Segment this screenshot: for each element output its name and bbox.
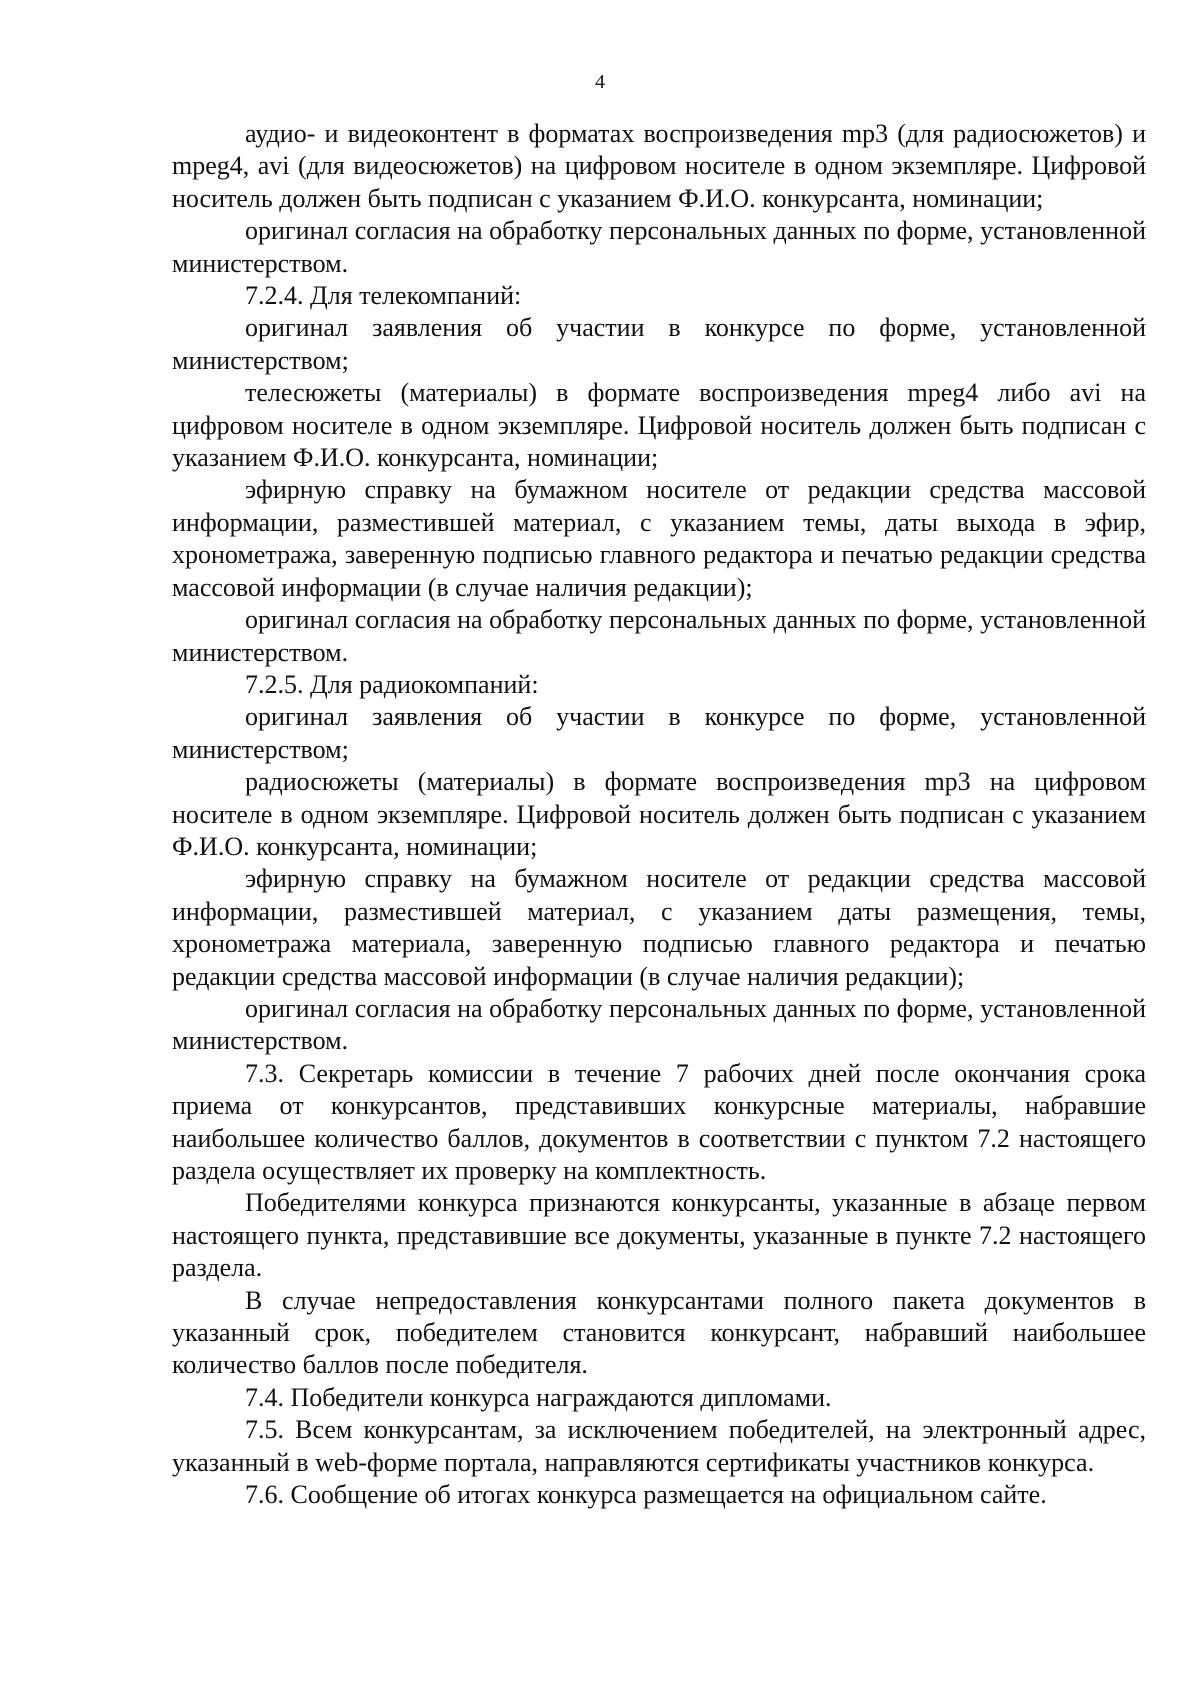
- paragraph-7-2-5-heading: 7.2.5. Для радиокомпаний:: [245, 669, 539, 699]
- paragraph-tv-stories: телесюжеты (материалы) в формате воспроизведения mpeg4 либо avi на цифровом носителе в одном экземпляре. Цифровой носитель должен быть подписан с указанием Ф.И.О. конкурсанта, номинации;: [172, 378, 1146, 473]
- document-body: [172, 118, 1146, 1511]
- paragraph-consent-original-2: оригинал согласия на обработку персональных данных по форме, установленной министерством.: [172, 605, 1146, 667]
- paragraph-winners-recognition: Победителями конкурса признаются конкурсанты, указанные в абзаце первом настоящего пункта, представившие все документы, указанные в пункте 7.2 настоящего раздела.: [172, 1188, 1146, 1283]
- paragraph-7-6: 7.6. Сообщение об итогах конкурса размещается на официальном сайте.: [245, 1480, 1047, 1510]
- paragraph-7-2-4-heading: 7.2.4. Для телекомпаний:: [245, 281, 522, 311]
- paragraph-broadcast-certificate-radio: эфирную справку на бумажном носителе от редакции средства массовой информации, разместившей материал, с указанием даты размещения, темы, хронометража материала, заверенную подписью главного редактора и печатью редакции средства массовой информации (в случае наличия редакции);: [172, 864, 1146, 991]
- page-number: 4: [595, 71, 605, 93]
- paragraph-7-5: 7.5. Всем конкурсантам, за исключением победителей, на электронный адрес, указанный в web-форме портала, направляются сертификаты участников конкурса.: [172, 1415, 1146, 1477]
- paragraph-application-original-radio: оригинал заявления об участии в конкурсе по форме, установленной министерством;: [172, 702, 1146, 764]
- paragraph-application-original-tv: оригинал заявления об участии в конкурсе по форме, установленной министерством;: [172, 313, 1146, 375]
- paragraph-incomplete-package: В случае непредоставления конкурсантами полного пакета документов в указанный срок, победителем становится конкурсант, набравший наибольшее количество баллов после победителя.: [172, 1285, 1146, 1380]
- paragraph-radio-stories: радиосюжеты (материалы) в формате воспроизведения mp3 на цифровом носителе в одном экземпляре. Цифровой носитель должен быть подписан с указанием Ф.И.О. конкурсанта, номинации;: [172, 767, 1146, 861]
- paragraph-consent-original-3: оригинал согласия на обработку персональных данных по форме, установленной министерством.: [172, 993, 1146, 1056]
- paragraph-broadcast-certificate-tv: эфирную справку на бумажном носителе от редакции средства массовой информации, разместившей материал, с указанием темы, даты выхода в эфир, хронометража, заверенную подписью главного редактора и печатью редакции средства массовой информации (в случае наличия редакции);: [172, 475, 1146, 602]
- paragraph-consent-original-1: оригинал согласия на обработку персональных данных по форме, установленной министерством.: [172, 216, 1146, 278]
- paragraph-7-4: 7.4. Победители конкурса награждаются дипломами.: [245, 1382, 832, 1412]
- paragraph-audio-video-content: аудио- и видеоконтент в форматах воспроизведения mp3 (для радиосюжетов) и mpeg4, avi (для видеосюжетов) на цифровом носителе в одном экземпляре. Цифровой носитель должен быть подписан с указанием Ф.И.О. конкурсанта, номинации;: [172, 119, 1146, 213]
- paragraph-7-3: 7.3. Секретарь комиссии в течение 7 рабочих дней после окончания срока приема от конкурсантов, представивших конкурсные материалы, набравшие наибольшее количество баллов, документов в соответствии с пунктом 7.2 настоящего раздела осуществляет их проверку на комплектность.: [172, 1058, 1146, 1185]
